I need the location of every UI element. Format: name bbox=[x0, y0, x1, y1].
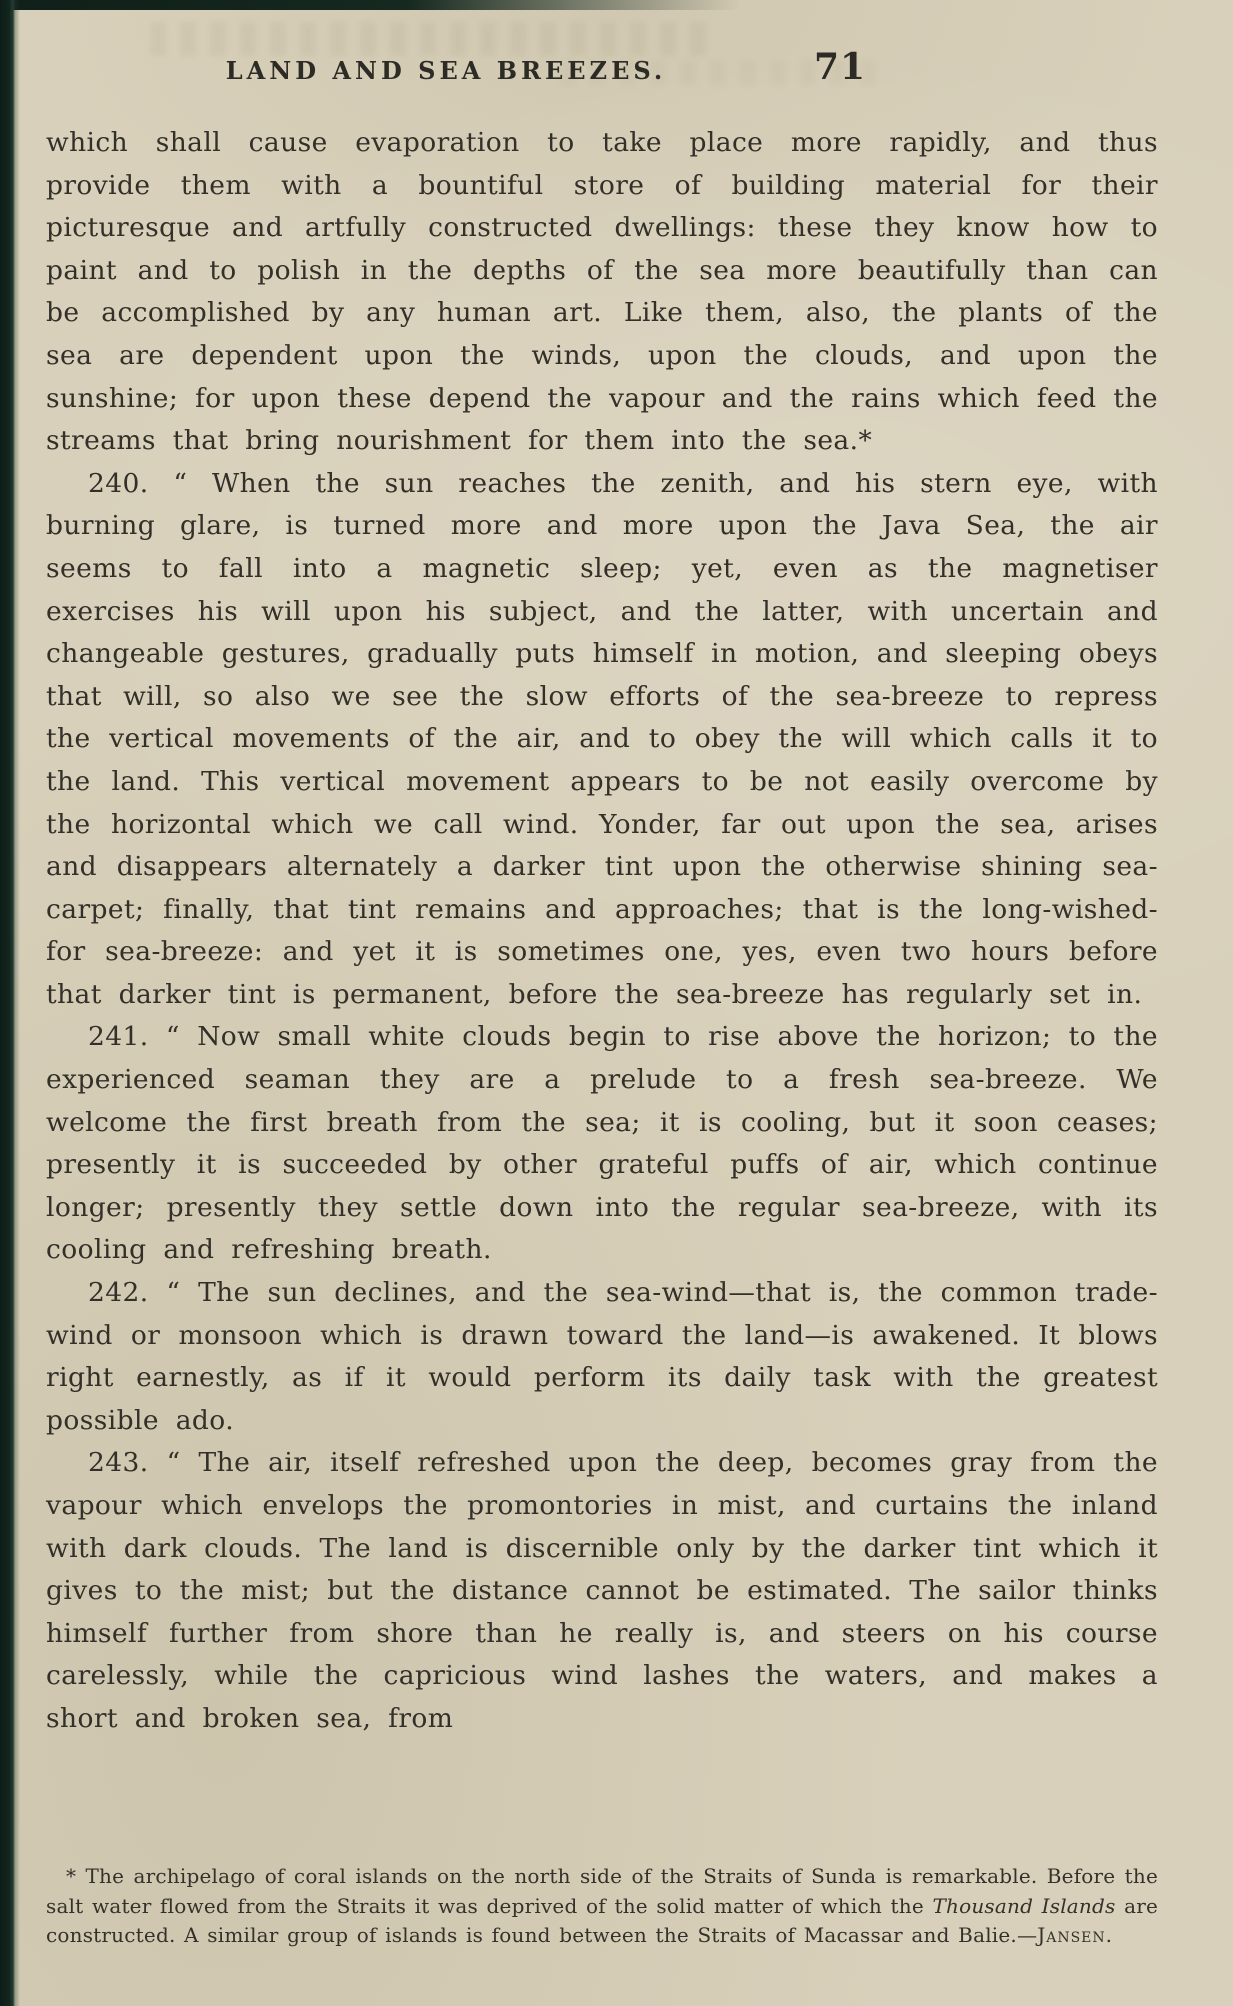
footnote-text bbox=[46, 1862, 1158, 1951]
page-header bbox=[46, 44, 1158, 114]
paragraph-continuation: which shall cause evaporation to take place more rapidly, and thus provide them with a bountiful store of building material for their picturesque and artfully constructed dwellings: these they know how to paint and to polish in the depths of the sea more beautifully than can be accomplished by any human art. Like them, also, the plants of the sea are dependent upon the winds, upon the clouds, and upon the sunshine; for upon these depend the vapour and the rains which feed the streams that bring nourishment for them into the sea.* bbox=[46, 127, 1158, 457]
footnote-segment: * The archipelago of coral islands on the north side of the Straits of Sunda is remarkable. Before the salt water flowed from the Straits it was deprived of the solid matter of which the bbox=[46, 1864, 1158, 1918]
scan-edge-top bbox=[0, 0, 740, 10]
page-content bbox=[46, 44, 1158, 1741]
page-number: 71 bbox=[814, 46, 867, 88]
paragraph-240: 240. “ When the sun reaches the zenith, and his stern eye, with burning glare, is turned more and more upon the Java Sea, the air seems to fall into a magnetic sleep; yet, even as the magnetiser exercises his will upon his subject, and the latter, with uncertain and changeable gestures, gradually puts himself in motion, and sleeping obeys that will, so also we see the slow efforts of the sea-breeze to repress the vertical movements of the air, and to obey the will which calls it to the land. This vertical movement appears to be not easily overcome by the horizontal which we call wind. Yonder, far out upon the sea, arises and disappears alternately a darker tint upon the otherwise shining sea-carpet; finally, that tint remains and approaches; that is the long-wished-for sea-breeze: and yet it is sometimes one, yes, even two hours before that darker tint is permanent, before the sea-breeze has regularly set in. bbox=[46, 467, 1158, 1010]
footnote-segment: . bbox=[1105, 1923, 1113, 1947]
paragraph-242: 242. “ The sun declines, and the sea-wind—that is, the common trade-wind or monsoon which is drawn toward the land—is awakened. It blows right earnestly, as if it would perform its daily task with the greatest possible ado. bbox=[46, 1277, 1158, 1436]
paragraph-243: 243. “ The air, itself refreshed upon the deep, becomes gray from the vapour which envelops the promontories in mist, and curtains the inland with dark clouds. The land is discernible only by the darker tint which it gives to the mist; but the distance cannot be estimated. The sailor thinks himself further from shore than he really is, and steers on his course carelessly, while the capricious wind lashes the waters, and makes a short and broken sea, from bbox=[46, 1447, 1158, 1734]
footnote-author: Jansen bbox=[1037, 1923, 1106, 1947]
paragraph-241: 241. “ Now small white clouds begin to rise above the horizon; to the experienced seaman they are a prelude to a fresh sea-breeze. We welcome the first breath from the sea; it is cooling, but it soon ceases; presently it is succeeded by other grateful puffs of air, which continue longer; presently they settle down into the regular sea-breeze, with its cooling and refreshing breath. bbox=[46, 1021, 1158, 1266]
scan-edge-left bbox=[0, 0, 20, 2006]
footnote-segment: are constructed. A similar group of islands is found between the Straits of Macassar and Balie.— bbox=[46, 1893, 1158, 1947]
footnote bbox=[46, 1862, 1158, 1951]
body-text bbox=[46, 122, 1158, 1741]
footnote-italic-title: Thousand Islands bbox=[932, 1893, 1116, 1918]
running-title: LAND AND SEA BREEZES. bbox=[225, 56, 667, 85]
